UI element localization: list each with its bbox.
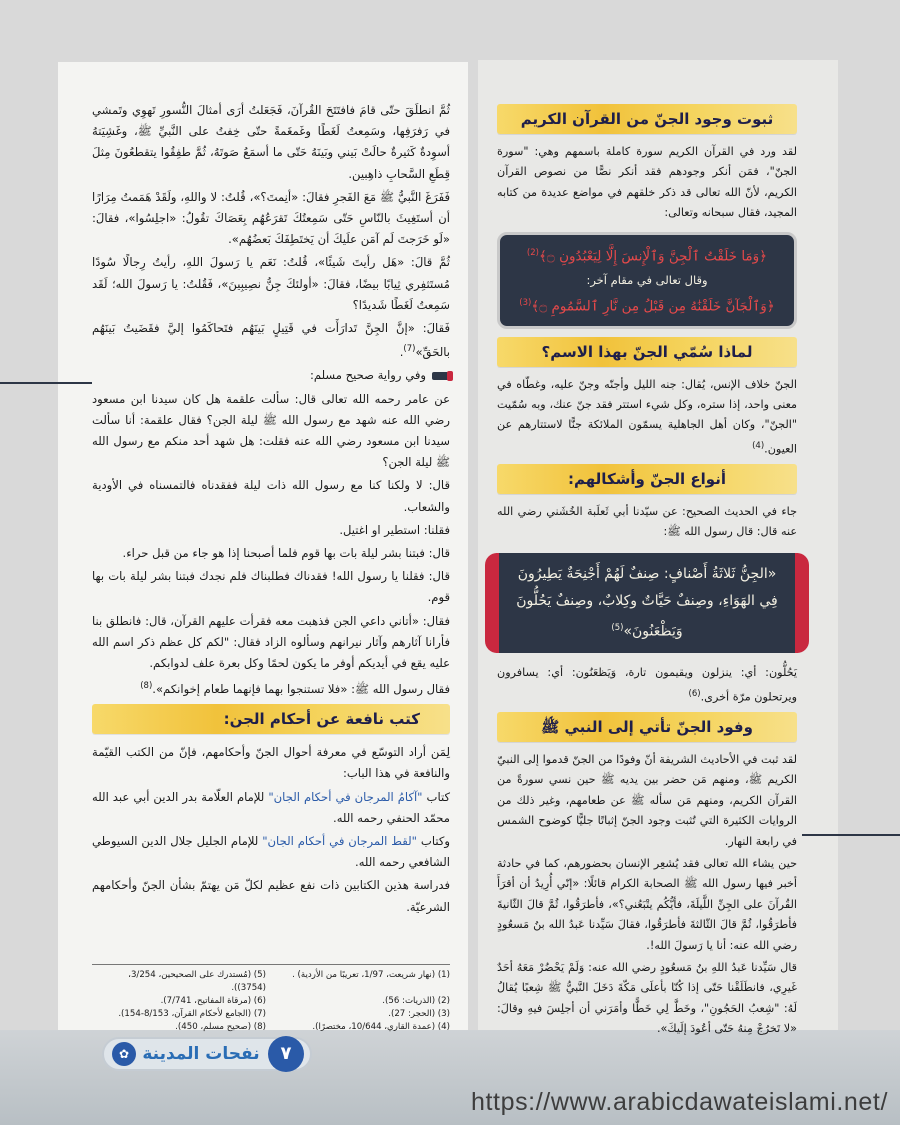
paragraph — [497, 375, 797, 460]
paragraph: قال: فبتنا بشر ليلة بات بها قوم فلما أصبحنا إذا هو جاء من قبل حراء. — [122, 545, 450, 560]
paragraph — [497, 663, 797, 708]
footnote: (3) (الحجر: 27). — [388, 1009, 450, 1019]
paragraph — [92, 676, 450, 700]
footnote: (1) (نهار شريعت، 1/97، تعريبًا من الأردية) . — [292, 970, 450, 980]
paragraph: قال: فقلنا يا رسول الله! فقدناك فطلبناك فلم نجدك فبتنا بشر ليلة بات بها قوم. — [92, 569, 450, 605]
section-bullet — [92, 365, 450, 386]
footnote: (5) (مُستدرك على الصحيحين، 3/254، (3754)). — [128, 970, 266, 993]
book-title-link[interactable]: "آكامُ المرجان في أحكام الجان" — [268, 789, 423, 804]
section-heading-delegations: وفود الجنّ تأتي إلى النبي ﷺ — [497, 712, 797, 742]
website-watermark: https://www.arabicdawateislami.net/ — [470, 1088, 888, 1116]
hadith-box — [485, 553, 809, 654]
footnote: (6) (مرقاة المفاتيح، 7/741). — [160, 996, 266, 1006]
divider-line — [802, 834, 900, 836]
footnote: (7) (الجامع لأحكام القرآن، 8/153-154). — [118, 1009, 266, 1019]
footnote-ref: (3) — [519, 298, 532, 309]
footnote-ref: (5) — [611, 622, 624, 633]
footnote: (2) (الذريات: 56). — [382, 996, 450, 1006]
magazine-logo-icon: ✿ — [112, 1042, 136, 1066]
paragraph: حين يشاء الله تعالى فقد يُشعِر الإنسان بحضورهم، كما في حادثة أخبر فيها رسول الله ﷺ الصحابة الكرام قائلًا: «إنّي أُرِيدُ أن أقرَأَ القُرآنَ على الجِنِّ اللَّيلَةَ، فأيُّكُم يتْبَعُني؟»، فأطرَقُوا، ثُمَّ قالَ الثّانيةَ فأطرَقُوا، ثُمَّ قالَ الثّالثةَ فأطرَقُوا، فقالَ سَيِّدنا عَبدُ الله بنُ مَسعُودٍ رضي الله عنه: أنا يا رَسولَ الله!. — [497, 857, 797, 952]
hadith-text: «الجِنُّ ثَلاثَةُ أَصْنافٍ: صِنفٌ لَهُمْ أَجْنِحَةٌ يَطِيرُونَ فِي الهَوَاءِ، وصِنفٌ حَيَّاتٌ وكِلابٌ، وصِنفٌ يَحُلُّونَ وَيَظْعَنُونَ» — [516, 565, 778, 640]
paragraph-text: يَحُلُّون: أي: ينزلون ويقيمون تارة، وَيَظعَنُون: أي: يسافرون ويرتحلون مرّة أخرى. — [497, 666, 797, 704]
bullet-marker-icon — [432, 372, 450, 380]
footnote-ref: (2) — [526, 247, 539, 258]
footnote: (4) (عمدة القاري، 10/644، مختصرًا). — [312, 1022, 450, 1032]
paragraph: قال: لا ولكنا كنا مع رسول الله ذات ليلة ففقدناه فالتمسناه في الأودية والشعاب. — [92, 478, 450, 514]
book-suffix: للإمام الجليل جلال الدين السيوطي الشافعي رحمه الله. — [92, 834, 450, 870]
paragraph: ثُمَّ انطلَقَ حتّى قامَ فافتَتَحَ القُرآنَ، فَجَعَلتُ أرَى أمثالَ النُّسورِ تَهوِي وتَمشي في رَفرَفِها، وسَمِعتُ لَغَطًا وغَمغَمةً حتّى خِفتُ على النَّبيِّ ﷺ، وغَشِيَتهُ أسوِدةٌ كَثيرةٌ حالَتْ بَيني وبَينَهُ حَتّى ما أسمَعُ صَوتَهُ، ثُمَّ طفِقُوا يتقطعُونَ مِثلَ قِطَعِ السَّحابِ ذاهِبين. — [92, 103, 450, 181]
book-suffix: للإمام العلّامة بدر الدين أبي عبد الله محمّد الحنفي رحمه الله. — [92, 789, 450, 825]
paragraph: قال سَيِّدنا عَبدُ اللهِ بنُ مَسعُودٍ رضي الله عنه: وَلَمْ يَحْضُرْ مَعَهُ أحَدٌ غَيرِي، فانطَلَقْنا حَتّى إذا كُنّا بأعلَى مَكّةَ دَخَلَ النَّبيُّ ﷺ شِعبًا يُقالُ لَهُ: "شِعبُ الحَجُونِ"، وخَطَّ لِي خَطًّا وأمَرَني أن أجلِسَ فيهِ وقالَ: «لا تَخرُجْ مِنهُ حَتّى أعُودَ إلَيكَ». — [497, 961, 797, 1036]
paragraph: جاء في الحديث الصحيح: عن سيّدنا أبي ثَعلَبة الخُشَني رضي الله عنه قال: قال رسول الله ﷺ: — [497, 504, 797, 539]
paragraph: فَفَرَغَ النَّبيُّ ﷺ مَعَ الفَجرِ فقالَ: «أنِمتَ؟»، قُلتُ: لا واللهِ، ولَقَدْ هَمَمتُ مِرَارًا أن أستَغِيثَ بالنّاسِ حَتّى سَمِعتُكَ تَقرَعُهُم بِعَصَاكَ تقُولُ: «اجلِسُوا»، فقالَ: «لَو خَرَجتَ لَم آمَن علَيكَ أن يَختَطِفَكَ بَعضُهُم». — [92, 189, 450, 247]
verse-text: ﴿وَمَا خَلَقْتُ ٱلْجِنَّ وَٱلْإِنسَ إِلَّا لِيَعْبُدُونِ ۝﴾ — [538, 248, 768, 265]
quran-verse — [510, 291, 784, 320]
book-item — [92, 831, 450, 873]
page-number: ٧ — [268, 1036, 304, 1072]
bullet-label: وفي رواية صحيح مسلم: — [309, 368, 426, 383]
paragraph: لقد ورد في القرآن الكريم سورة كاملة باسمهم وهي: "سورة الجنّ"، فمَن أنكر وجودهم فقد أنكر نصًّا من نصوص القرآن الكريم، لأنّ الله تعالى قد ذكر خلقهم في مواضع عديدة من كتابه المجيد، فقال سبحانه وتعالى: — [497, 145, 797, 220]
footnote-ref: (8) — [140, 681, 153, 692]
book-title-link[interactable]: "لقط المرجان في أحكام الجان" — [262, 834, 418, 849]
paragraph: فقال: «أتاني داعي الجن فذهبت معه فقرأت عليهم القرآن، قال: فانطلق بنا فأرانا آثارهم وآثار نيرانهم وسألوه الزاد فقال: "لكم كل عظم ذكر اسم الله عليه يقع في أيديكم أوفر ما يكون لحمًا وكل بعرة علف لدوابكم. — [92, 613, 450, 670]
paragraph: ثُمَّ قالَ: «هَل رأيتَ شَيئًا»، قُلتُ: نَعَم يا رَسولَ اللهِ، رأيتُ رِجالًا سُودًا مُستَثفِري ثِيابًا بيضًا، فقالَ: «أولئكَ جِنُّ نصِيبِينَ»، فَقُلتُ: يا رَسولَ الله؛ لَقَد سَمِعتُ لَغَطًا شَديدًا؟ — [92, 255, 450, 312]
left-column — [92, 100, 450, 920]
divider-line — [0, 382, 92, 384]
paragraph: فقلنا: استطير او اغتيل. — [339, 522, 450, 537]
paragraph: لقد ثبت في الأحاديث الشريفة أنّ وفودًا من الجنّ قدموا إلى النبيّ الكريم ﷺ، ومنهم مَن حضر بين يديه ﷺ حين نسي سورةً من القرآن الكريم، ومنهم مَن سأله ﷺ عن طعامهم، وغير ذلك من الروايات الكثيرة التي تُثبت وجود الجنّ إثباتًا جليًّا كوضوح الشمس في رابعة النهار. — [497, 753, 797, 848]
section-heading-quran: ثبوت وجود الجنّ من القرآن الكريم — [497, 104, 797, 134]
book-prefix: كتاب — [422, 789, 451, 804]
paragraph-text: الجنّ خلاف الإنس، يُقال: جنه الليل وأجنّه وجنّ عليه، وغطّاه في معنى واحد، إذا ستره، وكل شيء استتر فقد جنّ عنك، وبه سُمّيت "الجنّ"، وكان أهل الجاهلية يسمّون الملائكة جنًّا لاستتارهم عن العيون. — [497, 377, 797, 456]
paragraph: عن عامر رحمه الله تعالى قال: سألت علقمة هل كان سيدنا ابن مسعود رضي الله عنه شهد مع رسول الله ﷺ ليلة الجن؟ فقال علقمة: أنا سألت سيدنا ابن مسعود رضي الله عنه فقلت: هل شهد أحد منكم مع رسول الله ﷺ ليلة الجن؟ — [92, 391, 450, 470]
footnote-ref: (4) — [752, 440, 765, 451]
right-column — [497, 100, 797, 1042]
paragraph: فَقالَ: «إنَّ الجِنَّ تَدارَأَت في قَتِيلٍ بَينَهُم فتَحاكَمُوا إليَّ فقَضَيتُ بَينَهُم بالحَقِّ»$^{(7)}$. — [92, 321, 450, 360]
verse-intro: وقال تعالى في مقام آخر: — [586, 273, 708, 288]
paragraph: لِمَن أراد التوسّع في معرفة أحوال الجنّ وأحكامهم، فإنّ من الكتب القيّمة والنافعة في هذا الباب: — [92, 745, 450, 781]
quran-verse-box — [497, 232, 797, 329]
footnote-ref: (6) — [688, 688, 701, 699]
quran-verse — [510, 241, 784, 270]
section-heading-naming: لماذا سُمّي الجنّ بهذا الاسم؟ — [497, 337, 797, 367]
section-heading-books: كتب نافعة عن أحكام الجن: — [92, 704, 450, 734]
paragraph: فدراسة هذين الكتابين ذات نفع عظيم لكلّ مَن يهتمّ بشأن الجنّ وأحكامهم الشرعيّة. — [92, 878, 450, 914]
paragraph-text: فقال رسول الله ﷺ: «فلا تستنجوا بهما فإنهما طعام إخوانكم». — [152, 682, 450, 696]
verse-text: ﴿وَٱلْجَآنَّ خَلَقْنَٰهُ مِن قَبْلُ مِن نَّارِ ٱلسَّمُومِ ۝﴾ — [531, 298, 775, 315]
footnote: (8) (صحيح مسلم، 450). — [175, 1022, 266, 1032]
paragraph-text: فَقالَ: «إنَّ الجِنَّ تَدارَأَت في قَتِيلٍ بَينَهُم فتَحاكَمُوا إليَّ فقَضَيتُ بَينَهُم بالحَقِّ» — [92, 321, 450, 360]
book-item — [92, 787, 450, 829]
book-prefix: وكتاب — [417, 834, 450, 849]
magazine-name: نفحات المدينة — [142, 1044, 260, 1064]
footnote-ref: (7) — [403, 344, 416, 355]
footnotes — [92, 964, 450, 1034]
section-heading-types: أنواع الجنّ وأشكالهم: — [497, 464, 797, 494]
